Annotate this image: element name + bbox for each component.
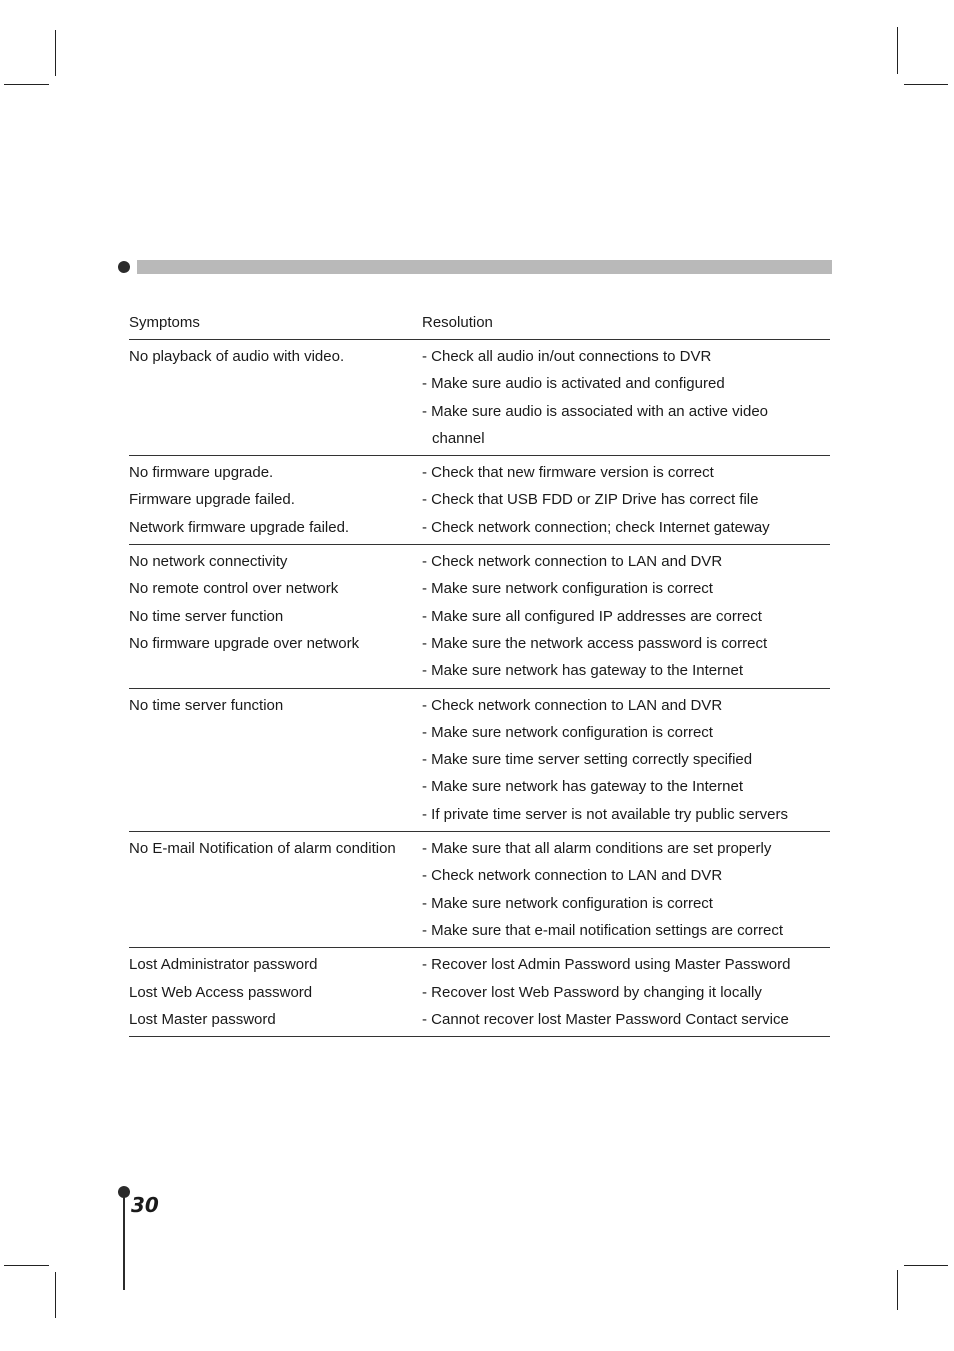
symptom-text: No time server function (129, 607, 284, 625)
resolution-text: - Check all audio in/out connections to DVR (422, 348, 712, 365)
resolution-text: - Check network connection to LAN and DVR (422, 553, 723, 571)
footer-rule (123, 1192, 125, 1290)
resolution-text: - Make sure the network access password is correct (422, 634, 768, 652)
troubleshooting-table (129, 306, 830, 1037)
resolution-cell (422, 548, 830, 684)
resolution-text: - Make sure that all alarm conditions are set properly (422, 840, 772, 858)
table-row (129, 832, 830, 948)
resolution-text: channel (432, 429, 485, 447)
resolution-text: - Make sure network has gateway to the Internet (422, 778, 743, 796)
page-number: 30 (131, 1193, 159, 1217)
resolution-text: - Make sure audio is activated and configured (422, 375, 725, 393)
crop-mark (904, 1265, 948, 1266)
symptoms-cell (129, 343, 422, 452)
resolution-text: - Make sure all configured IP addresses are correct (422, 607, 762, 625)
resolution-cell (422, 692, 830, 828)
symptoms-cell (129, 459, 422, 541)
resolution-text: - Make sure network has gateway to the Internet (422, 662, 743, 680)
symptom-text: No firmware upgrade over network (129, 634, 360, 652)
resolution-text: - Make sure network configuration is correct (422, 580, 713, 598)
table-row (129, 948, 830, 1037)
resolution-cell (422, 343, 830, 452)
symptom-text: No remote control over network (129, 580, 339, 598)
table-row (129, 689, 830, 832)
crop-mark (904, 84, 948, 85)
symptoms-cell (129, 548, 422, 684)
resolution-text: - Check that new firmware version is correct (422, 464, 714, 482)
symptoms-cell (129, 835, 422, 944)
crop-mark (4, 1265, 49, 1266)
resolution-text: - Recover lost Admin Password using Master Password (422, 956, 791, 974)
symptoms-cell (129, 692, 422, 828)
resolution-text: - Check that USB FDD or ZIP Drive has correct file (422, 491, 759, 509)
symptom-text: No E-mail Notification of alarm condition (129, 840, 396, 858)
symptoms-cell (129, 951, 422, 1033)
resolution-text: - Cannot recover lost Master Password Contact service (422, 1010, 789, 1028)
symptom-text: No firmware upgrade. (129, 464, 274, 482)
symptom-text: No time server function (129, 696, 284, 714)
resolution-text: - Recover lost Web Password by changing it locally (422, 983, 762, 1001)
resolution-cell (422, 835, 830, 944)
table-row (129, 340, 830, 456)
resolution-text: - Make sure network configuration is correct (422, 894, 713, 912)
header-bullet-icon (118, 261, 130, 273)
resolution-text: - Check network connection to LAN and DVR (422, 696, 723, 714)
crop-mark (897, 27, 898, 74)
resolution-cell (422, 459, 830, 541)
symptom-text: No network connectivity (129, 553, 288, 571)
resolution-text: - Make sure audio is associated with an active video (422, 402, 769, 420)
symptom-text: Lost Web Access password (129, 983, 313, 1001)
resolution-text: - Make sure network configuration is correct (422, 723, 713, 741)
symptom-text: Firmware upgrade failed. (129, 491, 295, 509)
header-symptoms: Symptoms (129, 314, 200, 331)
resolution-text: - Make sure time server setting correctly specified (422, 751, 753, 769)
resolution-cell (422, 951, 830, 1033)
symptom-text: Lost Master password (129, 1010, 276, 1028)
table-header-row (129, 306, 830, 340)
crop-mark (4, 84, 49, 85)
table-row (129, 456, 830, 545)
table-row (129, 545, 830, 688)
symptom-text: No playback of audio with video. (129, 348, 345, 365)
symptom-text: Network firmware upgrade failed. (129, 518, 350, 536)
resolution-text: - Check network connection to LAN and DVR (422, 867, 723, 885)
crop-mark (55, 1272, 56, 1318)
resolution-text: - Make sure that e-mail notification settings are correct (422, 921, 783, 939)
resolution-text: - If private time server is not available try public servers (422, 805, 788, 823)
symptom-text: Lost Administrator password (129, 956, 318, 974)
crop-mark (55, 30, 56, 76)
header-resolution: Resolution (422, 314, 493, 331)
section-header-bar (137, 260, 832, 274)
resolution-text: - Check network connection; check Internet gateway (422, 518, 770, 536)
crop-mark (897, 1270, 898, 1310)
